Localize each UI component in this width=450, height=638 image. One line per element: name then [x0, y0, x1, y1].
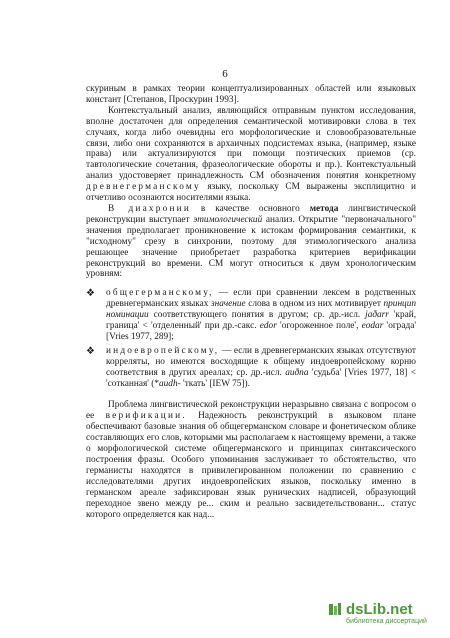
bullet-text-b: слова в одном из них мотивирует: [248, 299, 381, 310]
bullet-italic: eodar: [361, 321, 384, 332]
p3-italic-term: этимологический: [193, 214, 263, 225]
watermark-logo-icon: [328, 602, 342, 616]
bullet-text-c: 'ткать' [IEW 75]).: [183, 378, 250, 389]
p2-text: Контекстуальный анализ, являющийся отправным пунктом исследования, вполне достаточен для определения семантической мотивировки слова в тех случаях, когда либо очевидны его морфологические и словообразовательные связи, либо они сохраняются в архаичных подсистемах языка, (например, языке права) или актуализируются при помощи поэтических приемов (ср. тавтологические сочетания, фразеологические обороты и пр.). Контекстуальный анализ удостоверяет принадлежность СМ обозначения понятия конкретному: [86, 105, 416, 182]
bullet-text-c: соответствующего понятия в другом; ср. др.-исл.: [153, 310, 361, 321]
bullet-text-e: 'огороженное поле',: [280, 321, 359, 332]
watermark-title: dsLib.net: [346, 601, 413, 618]
watermark: [328, 600, 436, 630]
list-item: [86, 288, 416, 343]
paragraph-1: скуриным в рамках теории концептуализированных областей или языковых констант [Степанов, Проскурин 1993].: [86, 84, 416, 105]
bullet-italic: audh-: [159, 378, 181, 389]
bullet-spaced-term: общегерманскому,: [106, 288, 214, 299]
bullet-text: [106, 288, 416, 343]
p3-bold-term: метода: [309, 203, 339, 214]
watermark-subtitle: библиотека диссертаций: [346, 618, 427, 625]
p2-spaced-term: древнегерманскому: [86, 182, 201, 193]
paragraph-3: [86, 204, 416, 280]
p4-text-a: Проблема лингвистической реконструкции неразрывно связана с вопросом о ее: [86, 400, 416, 422]
document-body: [86, 84, 416, 520]
page-number: 6: [222, 68, 228, 80]
diamond-bullet-icon: ❖: [86, 288, 95, 300]
p4-text-b: Надежность реконструкций в языковом плане обеспечивают базовые знания об общегерманском словаре и фонетическом облике составляющих его слов, которыми мы располагаем к настоящему времени, а также о морфологической системе общегерманского и принципах синтаксического построения фразы. Особого упоминания заслуживает то обстоятельство, что германисты находятся в привилегированном положении по сравнению с исследователями других индоевропейских языков, поскольку именно в германском ареале зафиксирован язык рунических надписей, образующий переходное звено между ре... ским и реально засвидетельствованн... статус которого определяется как над...: [86, 411, 417, 520]
bullet-text: [106, 346, 416, 390]
bullet-italic: принцип номинации: [106, 299, 417, 321]
bullet-text-d: 'край, граница' < 'отделенный' при др.-сакс.: [106, 310, 417, 332]
p4-spaced-term: верификации.: [105, 411, 187, 422]
bullet-spaced-term: индоевропейскому,: [106, 345, 220, 356]
p3-text-b: лингвистической реконструкции выступает: [86, 203, 417, 225]
p3-text-a: в качестве основного: [200, 203, 300, 214]
p3-spaced-term: В диахронии: [108, 203, 192, 214]
diamond-bullet-icon: ❖: [86, 345, 95, 357]
paragraph-4: [86, 400, 416, 520]
bullet-italic: edor: [259, 321, 277, 332]
bullet-italic: значение: [210, 299, 246, 310]
p2-end-text: языку, поскольку СМ выражены эксплицитно и отчетливо осознаются носителями языка.: [86, 182, 417, 204]
bullet-text-a: — если в древнегерманских языках отсутствуют корреляты, но имеются восходящие к общему индоевропейскому корню соответствия в других ареалах; ср. др.-исл.: [106, 345, 416, 378]
bullet-italic: jaðarr: [365, 310, 389, 321]
bullet-text-f: 'ограда' [Vries 1977, 289];: [106, 321, 416, 342]
bullet-text-a: — если при сравнении лексем в родственных древнегерманских языках: [106, 288, 416, 310]
bullet-text-b: 'судьба' [Vries 1977, 18] < 'сотканная' (*: [106, 367, 417, 389]
p3-text-c: анализ. Открытие "первоначального" значения предполагает проникновение к истокам формирования семантики, к "исходному" срезу в синхронии, поэтому для этимологического анализа решающее значение приобретает разработка критериев верификации реконструкций во времени. СМ могут относиться к двум хронологическим уровням:: [86, 214, 416, 280]
paragraph-2: [86, 106, 416, 204]
bullet-italic: auðna: [285, 367, 309, 378]
list-item: [86, 346, 416, 390]
